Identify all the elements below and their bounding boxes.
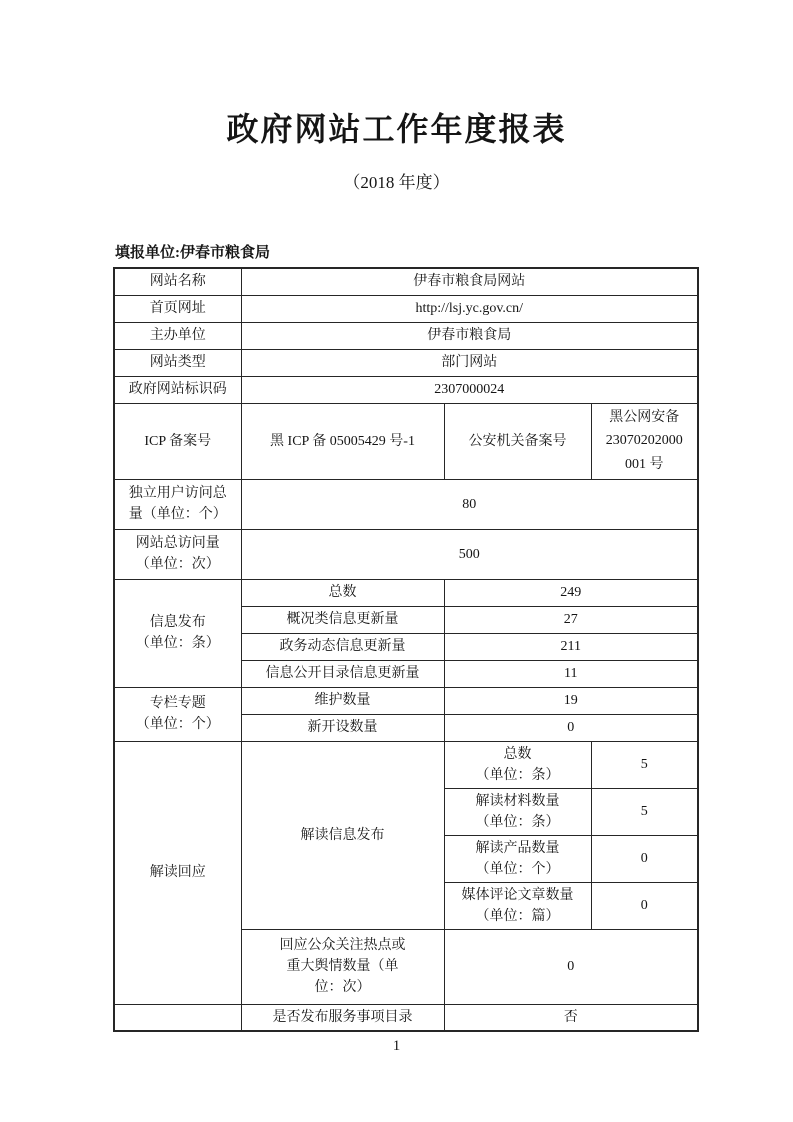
table-row — [114, 529, 698, 579]
service-directory-label: 是否发布服务事项目录 — [241, 1004, 444, 1031]
interpret-media-label: 媒体评论文章数量 （单位：篇） — [444, 882, 591, 929]
table-row — [114, 579, 698, 606]
interpret-publish-label: 解读信息发布 — [241, 741, 444, 929]
police-filing-value: 黑公网安备 23070202000001 号 — [591, 403, 698, 479]
page-number: 1 — [392, 1038, 401, 1054]
page-title: 政府网站工作年度报表 — [226, 111, 567, 147]
table-row — [114, 268, 698, 295]
info-publish-directory-label: 信息公开目录信息更新量 — [241, 660, 444, 687]
columns-maintained-label: 维护数量 — [241, 687, 444, 714]
info-publish-dynamic-value: 211 — [444, 633, 698, 660]
site-code-value: 2307000024 — [241, 376, 698, 403]
interpret-media-value: 0 — [591, 882, 698, 929]
total-visits-label: 网站总访问量（单位：次） — [114, 529, 241, 579]
public-response-value: 0 — [444, 929, 698, 1004]
interpret-product-label: 解读产品数量 （单位：个） — [444, 835, 591, 882]
info-publish-total-label: 总数 — [241, 579, 444, 606]
organizer-value: 伊春市粮食局 — [241, 322, 698, 349]
organizer-label: 主办单位 — [114, 322, 241, 349]
special-columns-section-label: 专栏专题 （单位：个） — [114, 687, 241, 741]
reporting-unit-line: 填报单位:伊春市粮食局 — [115, 245, 270, 261]
table-row — [114, 741, 698, 788]
info-publish-overview-value: 27 — [444, 606, 698, 633]
police-filing-label: 公安机关备案号 — [444, 403, 591, 479]
columns-new-label: 新开设数量 — [241, 714, 444, 741]
site-code-label: 政府网站标识码 — [114, 376, 241, 403]
info-publish-total-value: 249 — [444, 579, 698, 606]
table-row — [114, 1004, 698, 1031]
home-url-label: 首页网址 — [114, 295, 241, 322]
public-response-label: 回应公众关注热点或重大舆情数量（单位：次） — [241, 929, 444, 1004]
table-row — [114, 376, 698, 403]
icp-value: 黑 ICP 备 05005429 号-1 — [241, 403, 444, 479]
interpret-section-label: 解读回应 — [114, 741, 241, 1004]
site-name-label: 网站名称 — [114, 268, 241, 295]
table-row — [114, 479, 698, 529]
service-directory-value: 否 — [444, 1004, 698, 1031]
columns-new-value: 0 — [444, 714, 698, 741]
info-publish-directory-value: 11 — [444, 660, 698, 687]
site-name-value: 伊春市粮食局网站 — [241, 268, 698, 295]
interpret-material-label: 解读材料数量 （单位：条） — [444, 788, 591, 835]
annual-report-table — [113, 267, 699, 1032]
table-row — [114, 322, 698, 349]
page-subtitle: （2018 年度） — [343, 173, 450, 192]
columns-maintained-value: 19 — [444, 687, 698, 714]
total-visits-value: 500 — [241, 529, 698, 579]
interpret-material-value: 5 — [591, 788, 698, 835]
info-publish-overview-label: 概况类信息更新量 — [241, 606, 444, 633]
table-row — [114, 403, 698, 479]
table-row — [114, 687, 698, 714]
info-publish-dynamic-label: 政务动态信息更新量 — [241, 633, 444, 660]
info-publish-section-label: 信息发布 （单位：条） — [114, 579, 241, 687]
unique-visits-label: 独立用户访问总量（单位：个） — [114, 479, 241, 529]
table-row — [114, 295, 698, 322]
site-type-label: 网站类型 — [114, 349, 241, 376]
site-type-value: 部门网站 — [241, 349, 698, 376]
home-url-value: http://lsj.yc.gov.cn/ — [241, 295, 698, 322]
icp-label: ICP 备案号 — [114, 403, 241, 479]
table-row — [114, 349, 698, 376]
empty-cell — [114, 1004, 241, 1031]
interpret-product-value: 0 — [591, 835, 698, 882]
interpret-total-value: 5 — [591, 741, 698, 788]
unique-visits-value: 80 — [241, 479, 698, 529]
interpret-total-label: 总数 （单位：条） — [444, 741, 591, 788]
